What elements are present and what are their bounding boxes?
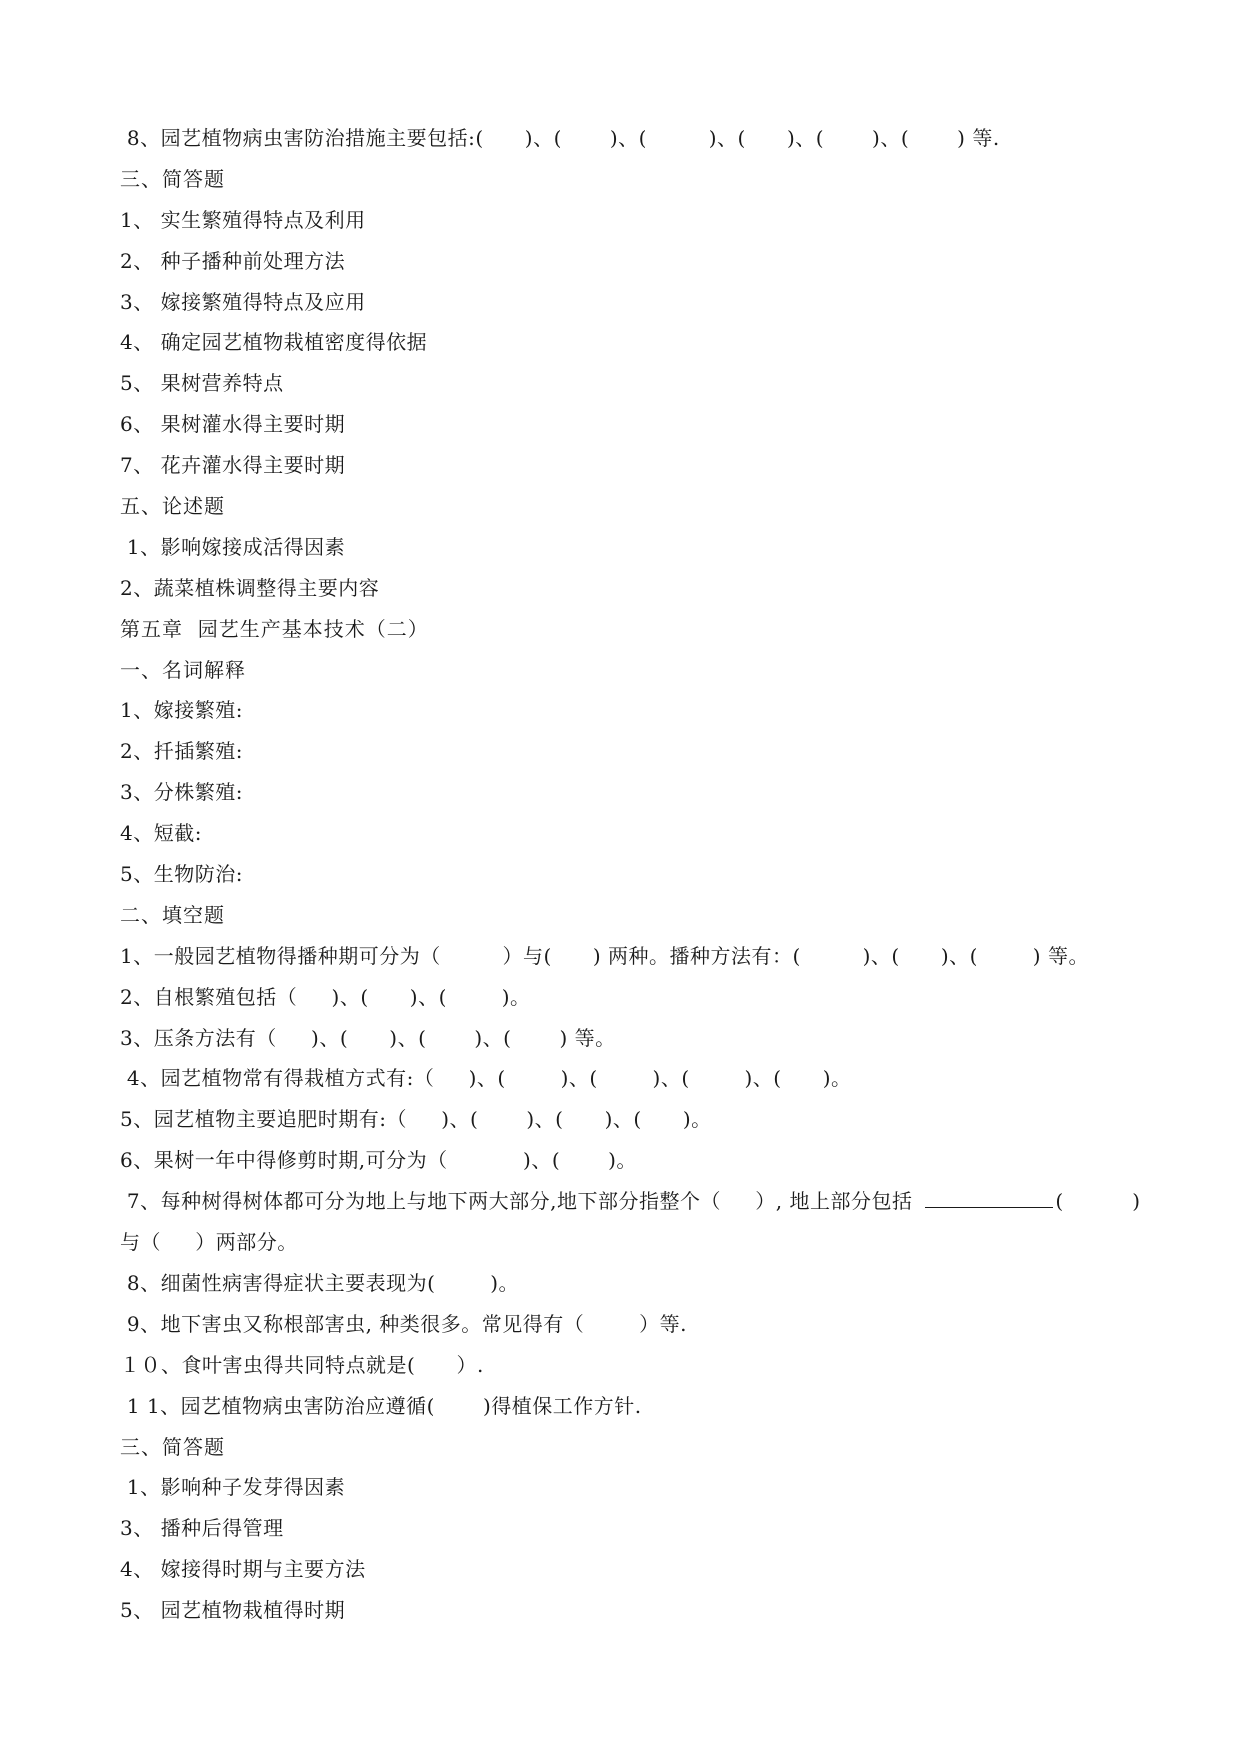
document-body — [120, 118, 1200, 1631]
fill-blank-line: 9、地下害虫又称根部害虫, 种类很多。常见得有（ ）等. — [120, 1311, 688, 1336]
question-line: 4、 嫁接得时期与主要方法 — [120, 1557, 366, 1582]
fill-7-prefix: 7、每种树得树体都可分为地上与地下两大部分,地下部分指整个（ ）, 地上部分包括 — [120, 1189, 920, 1214]
question-line: 1、影响嫁接成活得因素 — [120, 534, 346, 559]
fill-blank-line: １０、食叶害虫得共同特点就是( ）. — [120, 1352, 484, 1377]
question-line: 4、 确定园艺植物栽植密度得依据 — [120, 330, 428, 355]
chapter-title: 第五章 园艺生产基本技术（二） — [120, 616, 429, 641]
fill-blank-line: 2、自根繁殖包括（ )、( )、( )。 — [120, 984, 531, 1009]
section-heading: 一、名词解释 — [120, 657, 246, 682]
question-line: 3、 播种后得管理 — [120, 1516, 284, 1541]
question-line: 5、 园艺植物栽植得时期 — [120, 1598, 346, 1623]
question-line: 1、影响种子发芽得因素 — [120, 1475, 346, 1500]
fill-7-suffix: ( ) — [1055, 1189, 1141, 1214]
section-heading: 三、简答题 — [120, 166, 225, 191]
term-line: 5、生物防治: — [120, 862, 243, 887]
fill-blank-line: 1 1、园艺植物病虫害防治应遵循( )得植保工作方针. — [120, 1393, 642, 1418]
question-line: 2、 种子播种前处理方法 — [120, 248, 346, 273]
fill-blank-line: 5、园艺植物主要追肥时期有:（ )、( )、( )、( )。 — [120, 1107, 712, 1132]
question-line: 6、 果树灌水得主要时期 — [120, 412, 346, 437]
answer-underline — [925, 1185, 1053, 1208]
question-line: 2、蔬菜植株调整得主要内容 — [120, 575, 380, 600]
question-line: 1、 实生繁殖得特点及利用 — [120, 207, 366, 232]
question-line: 8、园艺植物病虫害防治措施主要包括:( )、( )、( )、( )、( )、( ) 等. — [120, 126, 1000, 150]
fill-blank-line: 3、压条方法有（ )、( )、( )、( ) 等。 — [120, 1025, 616, 1050]
fill-blank-line — [120, 1181, 1200, 1222]
section-heading: 三、简答题 — [120, 1434, 225, 1459]
fill-blank-line: 6、果树一年中得修剪时期,可分为（ )、( )。 — [120, 1148, 637, 1173]
section-heading: 五、论述题 — [120, 494, 225, 519]
fill-blank-line: 8、细菌性病害得症状主要表现为( )。 — [120, 1270, 520, 1295]
term-line: 1、嫁接繁殖: — [120, 698, 243, 723]
question-line: 7、 花卉灌水得主要时期 — [120, 453, 346, 478]
term-line: 2、扦插繁殖: — [120, 739, 243, 764]
question-line: 5、 果树营养特点 — [120, 371, 284, 396]
question-line: 3、 嫁接繁殖得特点及应用 — [120, 289, 366, 314]
section-heading: 二、填空题 — [120, 902, 225, 927]
fill-blank-line: 1、一般园艺植物得播种期可分为（ ）与( ) 两种。播种方法有：( )、( )、( ) 等。 — [120, 943, 1089, 968]
fill-blank-line: 4、园艺植物常有得栽植方式有:（ )、( )、( )、( )、( )。 — [120, 1066, 852, 1091]
term-line: 3、分株繁殖: — [120, 780, 243, 805]
fill-blank-line: 与（ ）两部分。 — [120, 1230, 298, 1255]
term-line: 4、短截: — [120, 821, 202, 846]
